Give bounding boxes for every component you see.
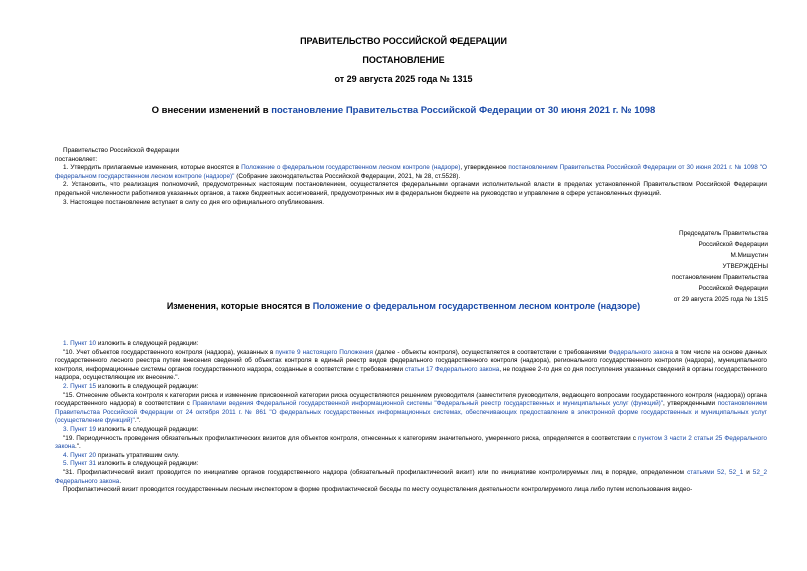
item-2: 2. Пункт 15 изложить в следующей редакции: — [63, 382, 199, 390]
signature-block: Председатель Правительства Российской Федерации М.Мишустин УТВЕРЖДЕНЫ постановлением Правительства Российской Федерации от 29 августа 2025 года № 1315 — [672, 230, 768, 303]
intro-block — [55, 147, 767, 207]
item-4: 4. Пункт 20 признать утратившим силу. — [63, 451, 180, 459]
item-5-link[interactable]: 5. Пункт 31 — [63, 460, 97, 468]
intro-p1: 1. Утвердить прилагаемые изменения, которые вносятся в Положение о федеральном государственном лесном контроле (надзоре), утвержденное постановлением Правительства Российской Федерации от 30 июня 2021 г. № 1098 "О федеральном государственном лесном контроле (надзоре)" (Собрание законодательства Российской Федерации, 2021, № 28, ст.5528). — [55, 164, 767, 180]
intro-line2: постановляет: — [55, 155, 98, 163]
changes-block — [55, 340, 767, 495]
p1-link-resolution[interactable]: постановлением Правительства Российской Федерации от 30 июня 2021 г. № 1098 "О федеральном государственном лесном контроле (надзоре)" — [55, 164, 767, 180]
item-4-link[interactable]: 4. Пункт 20 — [63, 451, 97, 459]
quote-2: "15. Отнесение объекта контроля к категории риска и изменение присвоенной категории риска осуществляются решением руководителя (заместителя руководителя, ведающего вопросами государственного контроля (надзора)) органа государственного надзора) в соответствии с Правилами ведения Федеральной государственной информационной системы "Федеральный реестр государственных и муниципальных услуг (функций)", утвержденными постановлением Правительства Российской Федерации от 24 октября 2011 г. № 861 "О федеральных государственных информационных системах, обеспечивающих предоставление в электронной форме государственных и муниципальных услуг (осуществление функций)".". — [55, 391, 767, 425]
document-title: О внесении изменений в постановление Правительства Российской Федерации от 30 июня 2021 г. № 1098 — [151, 105, 656, 116]
intro-line1: Правительство Российской Федерации — [63, 147, 180, 154]
item-3-link[interactable]: 3. Пункт 19 — [63, 425, 97, 433]
intro-p2: 2. Установить, что реализация полномочий, предусмотренных настоящим постановлением, осуществляется федеральными органами исполнительной власти в пределах установленной Правительством Российской Федерации предельной численности работников указанных органов, а также бюджетных ассигнований, предусмотренных им в федеральном бюджете на руководство и управление в сфере установленных функций. — [55, 181, 767, 197]
intro-p3: 3. Настоящее постановление вступает в силу со дня его официального опубликования. — [63, 198, 325, 206]
last-paragraph: Профилактический визит проводится государственным лесным инспектором в форме профилактической беседы по месту осуществления деятельности контролируемого лица либо путем использования видео- — [63, 486, 693, 494]
quote-1: "10. Учет объектов государственного контроля (надзора), указанных в пункте 9 настоящего Положения (далее - объекты контроля), осуществляется в соответствии с требованиями Федерального закона в том числе на основе данных государственного лесного реестра путем внесения сведений об объектах контроля в единый реестр видов федерального государственного контроля (надзора), регионального государственного контроля (надзора), муниципального контроля, информационные системы органов государственного надзора, созданные в соответствии с требованиями статьи 17 Федерального закона, не позднее 2-го дня со дня поступления указанных сведений в органы государственного надзора, осуществляющие их внесение.". — [55, 348, 767, 382]
p1-link-regulation[interactable]: Положение о федеральном государственном лесном контроле (надзоре) — [241, 164, 461, 172]
item-3: 3. Пункт 19 изложить в следующей редакции: — [63, 425, 199, 433]
changes-title-link[interactable]: Положение о федеральном государственном лесном контроле (надзоре) — [312, 301, 641, 311]
doc-type-heading: ПОСТАНОВЛЕНИЕ — [362, 55, 445, 65]
title-link[interactable]: постановление Правительства Российской Федерации от 30 июня 2021 г. № 1098 — [271, 105, 656, 116]
government-heading: ПРАВИТЕЛЬСТВО РОССИЙСКОЙ ФЕДЕРАЦИИ — [300, 36, 507, 46]
quote-5: "31. Профилактический визит проводится по инициативе органов государственного надзора (обязательный профилактический визит) или по инициативе контролируемых лиц в порядке, определенном статьями 52, 52_1 и 52_2 Федерального закона. — [55, 468, 768, 485]
item-1: 1. Пункт 10 изложить в следующей редакции: — [63, 340, 199, 347]
quote-3: "19. Периодичность проведения обязательных профилактических визитов для объектов контроля, отнесенных к категориям значительного, умеренного риска, определяется в соответствии с пунктом 3 части 2 статьи 25 Федерального закона.". — [55, 434, 767, 451]
item-5: 5. Пункт 31 изложить в следующей редакции: — [63, 460, 199, 468]
date-number: от 29 августа 2025 года № 1315 — [334, 74, 473, 84]
changes-title: Изменения, которые вносятся в Положение о федеральном государственном лесном контроле (надзоре) — [166, 301, 641, 311]
item-1-link[interactable]: 1. Пункт 10 — [63, 340, 97, 347]
item-2-link[interactable]: 2. Пункт 15 — [63, 382, 97, 390]
